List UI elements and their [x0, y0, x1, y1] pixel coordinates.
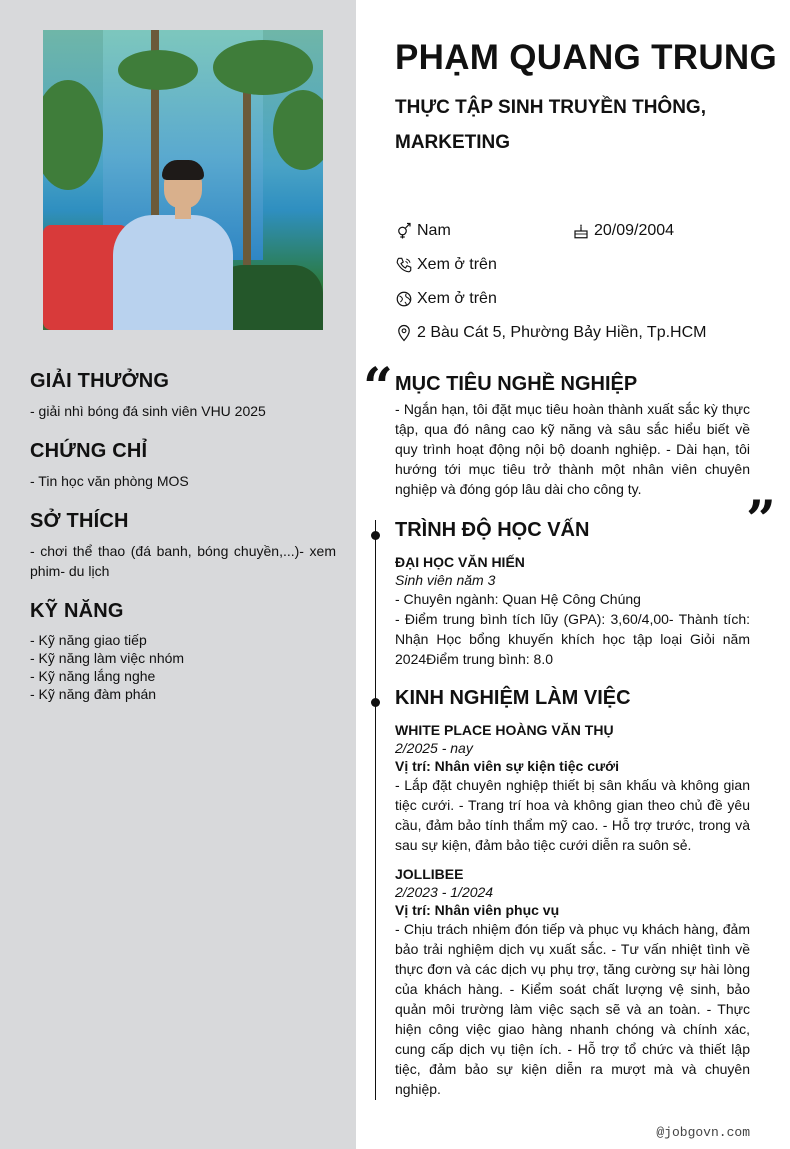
skill-item: - Kỹ năng lắng nghe [30, 668, 156, 684]
awards-title: GIẢI THƯỞNG [30, 370, 170, 392]
address-value: 2 Bàu Cát 5, Phường Bảy Hiền, Tp.HCM [417, 324, 707, 341]
job-position: Vị trí: Nhân viên sự kiện tiệc cưới [395, 758, 619, 774]
hobbies-title: SỞ THÍCH [30, 510, 129, 532]
company-name: WHITE PLACE HOÀNG VĂN THỤ [395, 722, 614, 738]
certificates-section [30, 440, 336, 491]
dob-value: 20/09/2004 [594, 222, 675, 239]
education-entry [395, 553, 750, 669]
job-description: - Lắp đặt chuyên nghiệp thiết bị sân khấu và không gian tiệc cưới. - Trang trí hoa và không gian theo chủ đề yêu cầu, đảm bảo tính thẩm mỹ cao. - Hỗ trợ trước, trong và sau sự kiện, đảm bảo tiệc cưới diễn ra suôn sẻ. [395, 777, 750, 853]
objective-title: MỤC TIÊU NGHỀ NGHIỆP [395, 373, 638, 395]
experience-entry [395, 865, 750, 1099]
skill-item: - Kỹ năng đàm phán [30, 686, 157, 702]
awards-text: - giải nhì bóng đá sinh viên VHU 2025 [30, 403, 266, 419]
phone-info [395, 256, 497, 274]
gender-info [395, 222, 451, 240]
skill-item: - Kỹ năng làm việc nhóm [30, 650, 185, 666]
phone-value: Xem ở trên [417, 256, 497, 273]
certificates-title: CHỨNG CHỈ [30, 440, 148, 462]
website-info [395, 290, 497, 308]
sidebar [0, 0, 356, 1149]
cake-icon [572, 222, 590, 240]
awards-section [30, 370, 336, 421]
education-title: TRÌNH ĐỘ HỌC VẤN [395, 519, 590, 541]
website-value: Xem ở trên [417, 290, 497, 307]
certificates-text: - Tin học văn phòng MOS [30, 473, 189, 489]
phone-icon [395, 256, 413, 274]
address-info [395, 324, 706, 342]
gender-icon [395, 222, 413, 240]
job-title: THỰC TẬP SINH TRUYỀN THÔNG, MARKETING [395, 97, 706, 153]
timeline-dot [371, 531, 380, 540]
experience-title: KINH NGHIỆM LÀM VIỆC [395, 687, 631, 709]
objective-text: - Ngắn hạn, tôi đặt mục tiêu hoàn thành xuất sắc kỳ thực tập, qua đó nâng cao kỹ năng và sâu sắc hiểu biết về quy trình hoạt động nội bộ doanh nghiệp. - Dài hạn, tôi hướng tới mục tiêu trở thành một nhân viên chuyên nghiệp và đóng góp lâu dài cho công ty. [395, 401, 750, 497]
job-position: Vị trí: Nhân viên phục vụ [395, 902, 560, 918]
location-pin-icon [395, 324, 413, 342]
timeline-dot [371, 698, 380, 707]
timeline-line [375, 520, 376, 1100]
school-major: - Chuyên ngành: Quan Hệ Công Chúng [395, 591, 641, 607]
company-name: JOLLIBEE [395, 866, 464, 882]
gender-value: Nam [417, 222, 451, 239]
hobbies-section [30, 510, 336, 581]
quote-open-icon: “ [363, 357, 393, 418]
hobbies-text: - chơi thể thao (đá banh, bóng chuyền,...)- xem phim- du lịch [30, 543, 336, 579]
candidate-name: PHẠM QUANG TRUNG [395, 38, 778, 77]
watermark: @jobgovn.com [656, 1125, 750, 1140]
job-period: 2/2023 - 1/2024 [395, 884, 494, 900]
job-period: 2/2025 - nay [395, 740, 473, 756]
experience-entry [395, 721, 750, 855]
skill-item: - Kỹ năng giao tiếp [30, 632, 147, 648]
school-details: - Điểm trung bình tích lũy (GPA): 3,60/4,00- Thành tích: Nhận Học bổng khuyến khích học tập loại Giỏi năm 2024Điểm trung bình: 8.0 [395, 611, 750, 667]
job-description: - Chịu trách nhiệm đón tiếp và phục vụ khách hàng, đảm bảo trải nghiệm dịch vụ xuất sắc. - Tư vấn nhiệt tình về thực đơn và các dịch vụ phụ trợ, tăng cường sự hài lòng của khách hàng. - Kiểm soát chất lượng vệ sinh, bảo quản môi trường làm việc sạch sẽ và an toàn. - Thực hiện công việc giao hàng nhanh chóng và chính xác, cung cấp dịch vụ tiện ích. - Hỗ trợ tổ chức và thiết lập tiệc, đảm bảo sự kiện diễn ra mượt mà và chuyên nghiệp. [395, 921, 750, 1097]
skills-title: KỸ NĂNG [30, 600, 124, 622]
school-year: Sinh viên năm 3 [395, 572, 496, 588]
dob-info [572, 222, 674, 240]
skills-list [30, 631, 336, 703]
profile-photo [43, 30, 323, 330]
skills-section [30, 600, 336, 703]
school-name: ĐẠI HỌC VĂN HIẾN [395, 554, 525, 570]
globe-icon [395, 290, 413, 308]
quote-close-icon: ” [746, 490, 776, 551]
